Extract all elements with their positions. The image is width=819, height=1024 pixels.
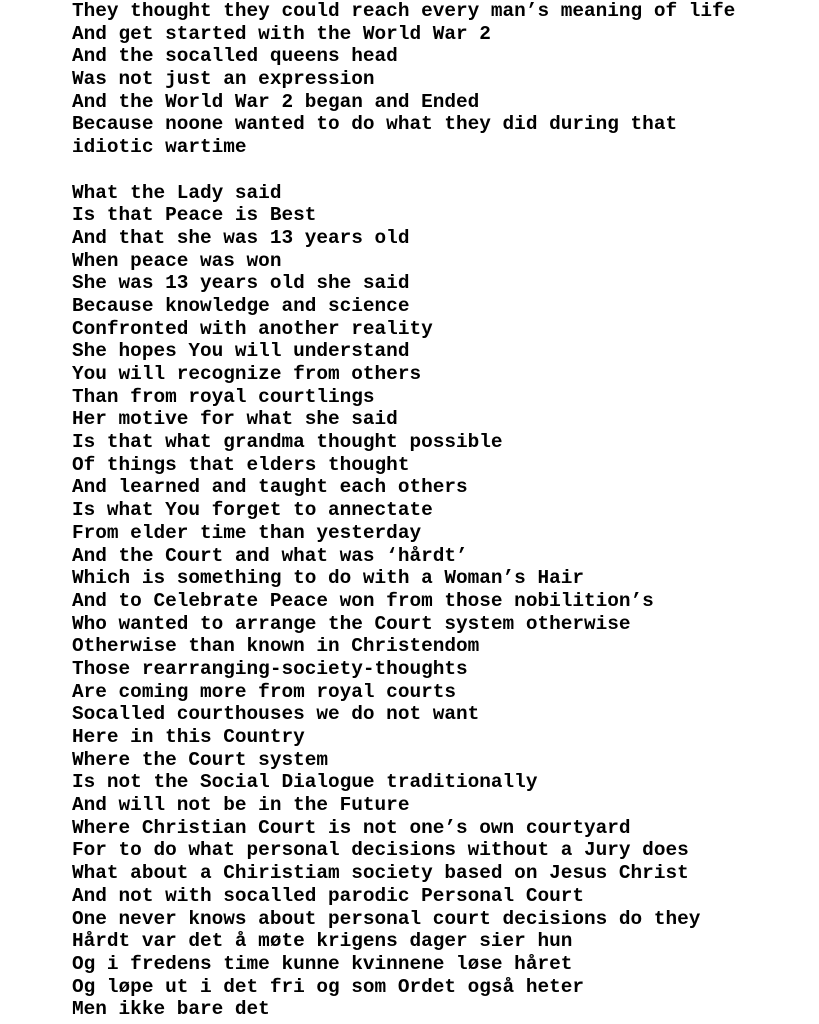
poem-line: She hopes You will understand [72,340,410,363]
poem-line: Which is something to do with a Woman’s Hair [72,567,584,590]
poem-line: Was not just an expression [72,68,375,91]
poem-line: Where the Court system [72,748,328,771]
poem-line: They thought they could reach every man’s meaning of life [72,0,736,22]
poem-line: Than from royal courtlings [72,385,375,408]
poem-line: Og løpe ut i det fri og som Ordet også heter [72,975,584,998]
poem-line: Men ikke bare det [72,998,270,1021]
poem-line: Is that what grandma thought possible [72,431,503,454]
poem-line: From elder time than yesterday [72,521,422,544]
poem-line: Her motive for what she said [72,408,398,431]
poem-line: And to Celebrate Peace won from those nobilition’s [72,589,654,612]
poem-line: Confronted with another reality [72,317,433,340]
poem-line: She was 13 years old she said [72,272,410,295]
poem-line: idiotic wartime [72,136,247,159]
poem-line: Because noone wanted to do what they did during that [72,113,678,136]
poem-line: You will recognize from others [72,363,422,385]
poem-line: Is that Peace is Best [72,204,317,227]
poem-line: Socalled courthouses we do not want [72,703,480,726]
poem-line: Is what You forget to annectate [72,499,433,522]
poem-line: Here in this Country [72,726,305,748]
poem-line: Because knowledge and science [72,294,410,317]
poem-line: Otherwise than known in Christendom [72,635,480,658]
poem-line: And the Court and what was ‘hårdt’ [72,544,468,567]
poem-line: For to do what personal decisions without a Jury does [72,839,689,862]
poem-line: And the socalled queens head [72,45,398,68]
poem-line: Og i fredens time kunne kvinnene løse håret [72,952,573,975]
poem-line: And the World War 2 began and Ended [72,90,480,113]
poem-line: And get started with the World War 2 [72,22,491,45]
poem-line: Where Christian Court is not one’s own courtyard [72,816,631,839]
poem-line: When peace was won [72,249,282,272]
poem-line: One never knows about personal court decisions do they [72,907,701,930]
poem-line: And not with socalled parodic Personal Court [72,884,584,907]
poem-line: And learned and taught each others [72,476,468,499]
poem-line: Hårdt var det å møte krigens dager sier hun [72,930,573,953]
poem-line: Those rearranging-society-thoughts [72,657,468,680]
poem-line: And that she was 13 years old [72,226,410,249]
poem-line: Are coming more from royal courts [72,680,456,703]
poem-line: Of things that elders thought [72,453,410,476]
poem-line: And will not be in the Future [72,794,410,817]
stanza-2 [72,182,812,1021]
poem-line: Is not the Social Dialogue traditionally [72,771,538,794]
poem-line: Who wanted to arrange the Court system otherwise [72,612,631,635]
stanza-1 [72,0,812,159]
poem-line: What the Lady said [72,181,282,204]
poem-text [72,0,812,1021]
poem-line: What about a Chiristiam society based on Jesus Christ [72,862,689,885]
